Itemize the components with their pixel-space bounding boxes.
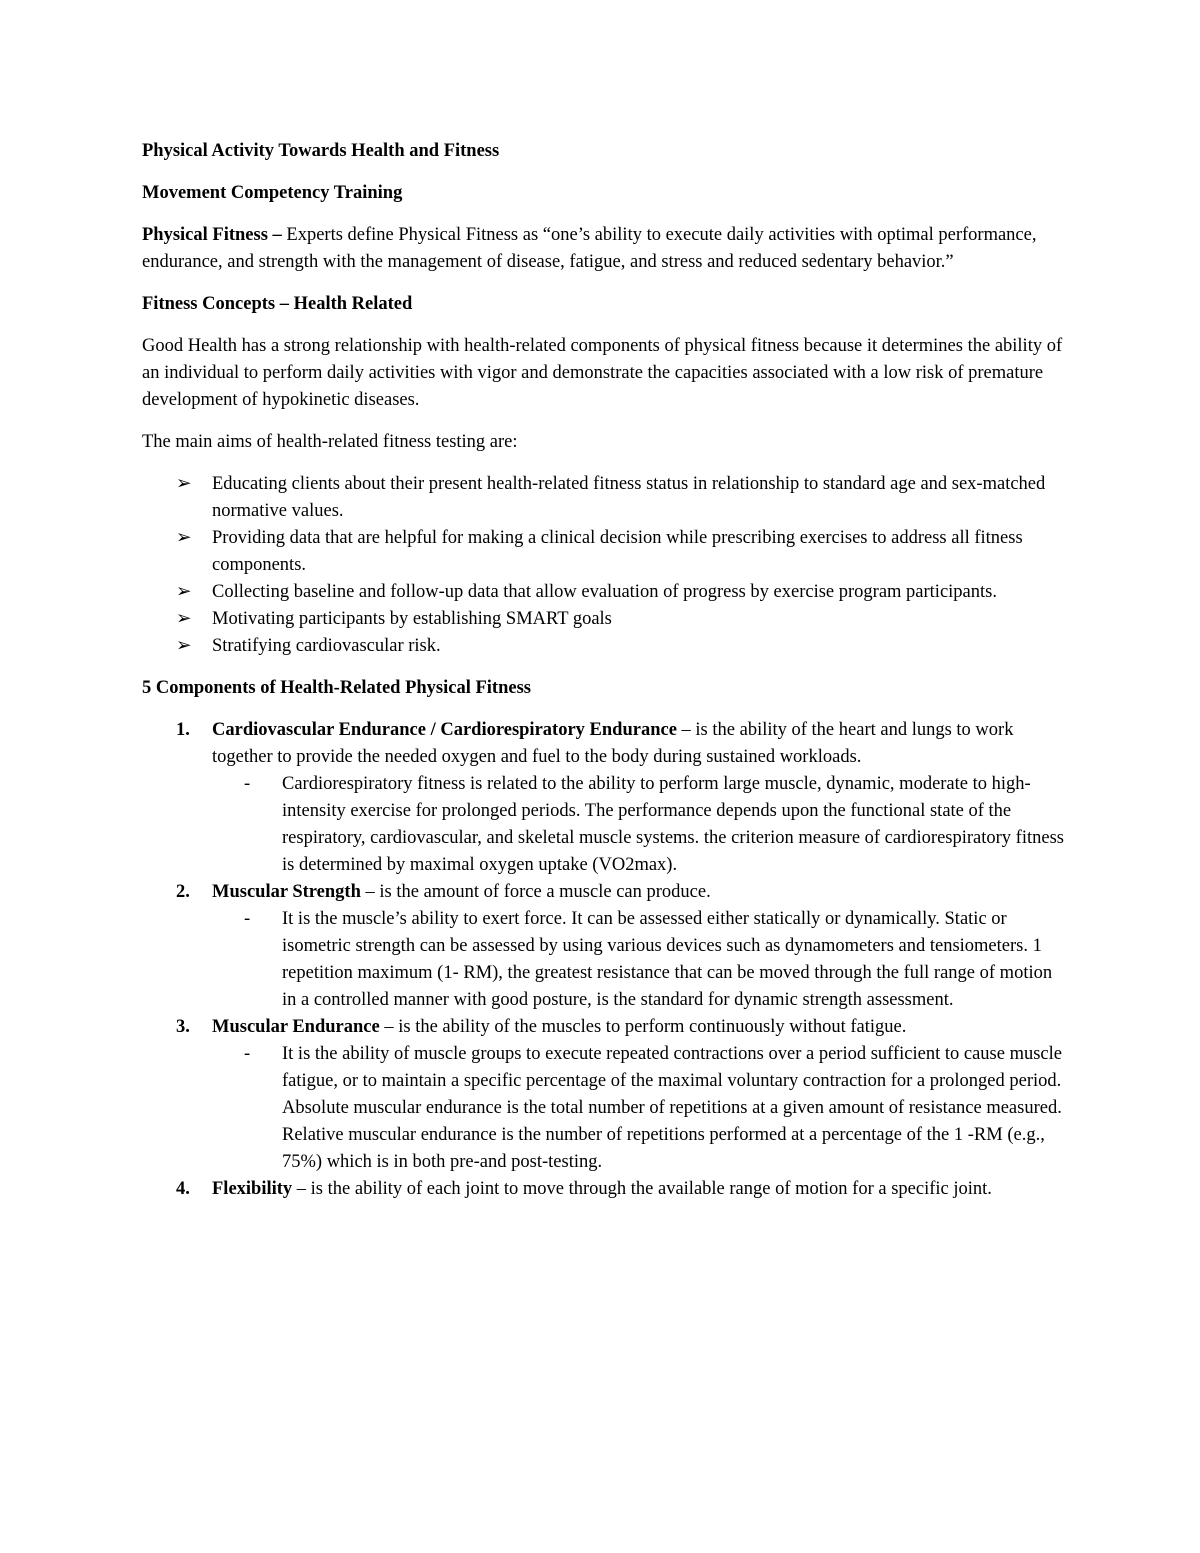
component-number: 4. (176, 1179, 190, 1199)
aim-text: Providing data that are helpful for making a clinical decision while prescribing exercises to address all fitness components. (212, 528, 1023, 575)
aims-intro: The main aims of health-related fitness testing are: (142, 432, 518, 452)
list-item (142, 579, 1067, 606)
component-term: Muscular Endurance (212, 1017, 380, 1037)
component-term: Cardiovascular Endurance / Cardiorespiratory Endurance (212, 720, 677, 740)
component-detail (212, 1041, 1067, 1176)
document-title: Physical Activity Towards Health and Fitness (142, 141, 500, 161)
aim-text: Educating clients about their present health-related fitness status in relationship to standard age and sex-matched normative values. (212, 474, 1046, 521)
aim-text: Motivating participants by establishing SMART goals (212, 609, 612, 629)
component-definition-line (212, 879, 1067, 906)
component-number: 3. (176, 1017, 190, 1037)
document-subtitle: Movement Competency Training (142, 183, 403, 203)
components-list (142, 717, 1067, 1203)
component-separator: – (379, 1017, 399, 1037)
component-separator: – (292, 1179, 311, 1199)
good-health-paragraph: Good Health has a strong relationship with health-related components of physical fitness because it determines the ability of an individual to perform daily activities with vigor and demonstrate the capacities associated with a low risk of premature development of hypokinetic diseases. (142, 336, 1063, 410)
arrow-bullet-icon: ➢ (176, 636, 192, 656)
components-heading: 5 Components of Health-Related Physical Fitness (142, 678, 531, 698)
physical-fitness-paragraph (142, 222, 1067, 276)
arrow-bullet-icon: ➢ (176, 609, 192, 629)
aim-text: Stratifying cardiovascular risk. (212, 636, 441, 656)
component-separator: – (360, 882, 380, 902)
component-number: 1. (176, 720, 190, 740)
list-item (142, 525, 1067, 579)
component-muscular-strength (142, 879, 1067, 1014)
component-detail (212, 771, 1067, 879)
aim-text: Collecting baseline and follow-up data that allow evaluation of progress by exercise program participants. (212, 582, 997, 602)
component-detail-text: It is the ability of muscle groups to execute repeated contractions over a period sufficient to cause muscle fatigue, or to maintain a specific percentage of the maximal voluntary contraction for a prolonged period. Absolute muscular endurance is the total number of repetitions at a given amount of resistance measured. Relative muscular endurance is the number of repetitions performed at a percentage of the 1 -RM (e.g., 75%) which is in both pre-and post-testing. (282, 1044, 1062, 1172)
physical-fitness-term: Physical Fitness (142, 225, 268, 245)
physical-fitness-separator: – (267, 225, 287, 245)
arrow-bullet-icon: ➢ (176, 582, 192, 602)
arrow-bullet-icon: ➢ (176, 474, 192, 494)
document-page (142, 138, 1067, 1203)
dash-bullet: - (244, 909, 251, 929)
component-definition: is the amount of force a muscle can produce. (379, 882, 711, 902)
component-muscular-endurance (142, 1014, 1067, 1176)
list-item (142, 633, 1067, 660)
component-definition: is the ability of each joint to move through the available range of motion for a specific joint. (310, 1179, 992, 1199)
component-definition: is the ability of the muscles to perform continuously without fatigue. (398, 1017, 907, 1037)
component-cardiovascular-endurance (142, 717, 1067, 879)
dash-bullet: - (244, 1044, 251, 1064)
component-term: Muscular Strength (212, 882, 361, 902)
component-term: Flexibility (212, 1179, 293, 1199)
component-separator: – (676, 720, 696, 740)
component-number: 2. (176, 882, 190, 902)
list-item (142, 471, 1067, 525)
component-definition-line (212, 717, 1067, 771)
fitness-concepts-heading: Fitness Concepts – Health Related (142, 294, 413, 314)
list-item (142, 606, 1067, 633)
component-flexibility (142, 1176, 1067, 1203)
aims-list (142, 471, 1067, 660)
component-definition-line (212, 1176, 1067, 1203)
dash-bullet: - (244, 774, 251, 794)
component-definition: is the ability of the heart and lungs to work together to provide the needed oxygen and fuel to the body during sustained workloads. (212, 720, 1014, 767)
component-detail-text: Cardiorespiratory fitness is related to the ability to perform large muscle, dynamic, moderate to high-intensity exercise for prolonged periods. The performance depends upon the functional state of the respiratory, cardiovascular, and skeletal muscle systems. the criterion measure of cardiorespiratory fitness is determined by maximal oxygen uptake (VO2max). (282, 774, 1064, 875)
component-definition-line (212, 1014, 1067, 1041)
component-detail-text: It is the muscle’s ability to exert force. It can be assessed either statically or dynamically. Static or isometric strength can be assessed by using various devices such as dynamometers and tensiometers. 1 repetition maximum (1- RM), the greatest resistance that can be moved through the full range of motion in a controlled manner with good posture, is the standard for dynamic strength assessment. (282, 909, 1053, 1010)
physical-fitness-definition: Experts define Physical Fitness as “one’s ability to execute daily activities with optimal performance, endurance, and strength with the management of disease, fatigue, and stress and reduced sedentary behavior.” (142, 225, 1037, 272)
arrow-bullet-icon: ➢ (176, 528, 192, 548)
component-detail (212, 906, 1067, 1014)
